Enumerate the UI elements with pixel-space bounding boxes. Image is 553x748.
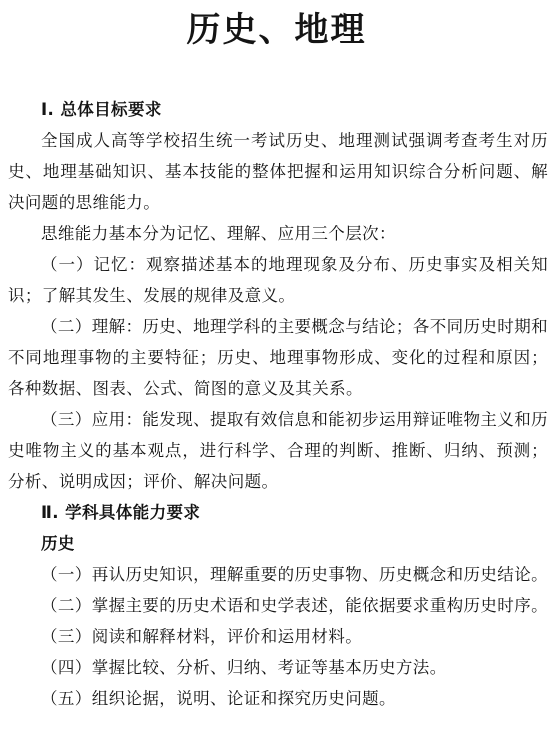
section-1-heading: Ⅰ. 总体目标要求 <box>41 100 162 119</box>
section-2-item-1: （一）再认历史知识，理解重要的历史事物、历史概念和历史结论。 <box>41 565 548 584</box>
section-2-item-4: （四）掌握比较、分析、归纳、考证等基本历史方法。 <box>41 658 447 677</box>
section-2-subheading: 历史 <box>41 534 75 553</box>
section-2-item-2: （二）掌握主要的历史术语和史学表述，能依据要求重构历史时序。 <box>41 596 548 615</box>
section-2-item-5: （五）组织论据，说明、论证和探究历史问题。 <box>41 689 396 708</box>
section-1-paragraph-levels: 思维能力基本分为记忆、理解、应用三个层次： <box>41 224 396 243</box>
section-1-paragraph-intro: 全国成人高等学校招生统一考试历史、地理测试强调考查考生对历史、地理基础知识、基本技能的整体把握和运用知识综合分析问题、解决问题的思维能力。 <box>8 131 548 212</box>
section-2-item-3: （三）阅读和解释材料，评价和运用材料。 <box>41 627 363 646</box>
section-1-paragraph-understanding: （二）理解：历史、地理学科的主要概念与结论；各不同历史时期和不同地理事物的主要特征；历史、地理事物形成、变化的过程和原因；各种数据、图表、公式、简图的意义及其关系。 <box>8 317 548 398</box>
document-body <box>8 94 548 714</box>
section-1-paragraph-memory: （一）记忆：观察描述基本的地理现象及分布、历史事实及相关知识；了解其发生、发展的规律及意义。 <box>8 255 548 305</box>
page-title: 历史、地理 <box>186 10 367 50</box>
section-2-heading: Ⅱ. 学科具体能力要求 <box>41 503 201 522</box>
section-1-paragraph-application: （三）应用：能发现、提取有效信息和能初步运用辩证唯物主义和历史唯物主义的基本观点，进行科学、合理的判断、推断、归纳、预测；分析、说明成因；评价、解决问题。 <box>8 410 548 491</box>
